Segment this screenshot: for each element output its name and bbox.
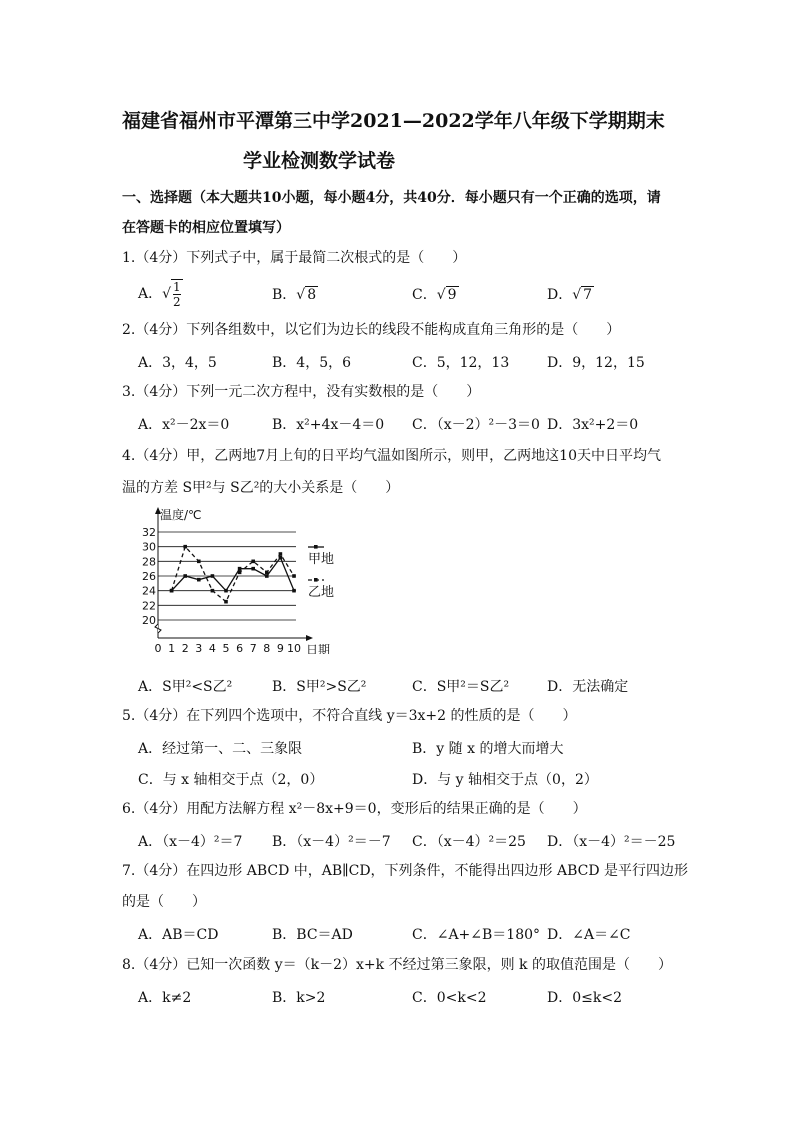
q4-option-b: B．S甲²>S乙² bbox=[272, 679, 367, 695]
q7-option-b: B．BC＝AD bbox=[272, 927, 353, 943]
series-1-point bbox=[197, 578, 201, 582]
x-axis-label: 日期 bbox=[306, 643, 331, 654]
q8-option-a: A．k≠2 bbox=[138, 990, 192, 1006]
question-8-stem: 8.（4分）已知一次函数 y＝（k－2）x+k 不经过第三象限，则 k 的取值范围是（ ） bbox=[122, 957, 672, 973]
q3-option-a: A．x²－2x＝0 bbox=[138, 417, 230, 433]
series-2-point bbox=[224, 600, 228, 604]
q5-option-c: C．与 x 轴相交于点（2，0） bbox=[138, 772, 324, 788]
x-tick-label: 10 bbox=[287, 642, 301, 654]
y-tick-label: 30 bbox=[142, 540, 156, 554]
x-tick-label: 9 bbox=[276, 642, 284, 654]
q3-option-b: B．x²+4x－4＝0 bbox=[272, 417, 385, 433]
question-7-stem-line1: 7.（4分）在四边形 ABCD 中，AB∥CD，下列条件，不能得出四边形 ABCD 是平行四边形 bbox=[122, 863, 689, 879]
q4-option-d: D．无法确定 bbox=[547, 679, 629, 695]
temperature-line-chart bbox=[138, 506, 348, 654]
q7-option-c: C．∠A+∠B＝180° bbox=[412, 927, 541, 943]
question-6-stem: 6.（4分）用配方法解方程 x²－8x+9＝0，变形后的结果正确的是（ ） bbox=[122, 801, 587, 817]
legend-marker-1 bbox=[314, 545, 318, 549]
series-2-point bbox=[197, 560, 201, 564]
section-heading-line1: 一、选择题（本大题共10小题，每小题4分，共40分．每小题只有一个正确的选项，请 bbox=[122, 190, 661, 206]
q2-option-b: B．4，5，6 bbox=[272, 355, 352, 371]
question-7-stem-line2: 的是（ ） bbox=[122, 894, 206, 910]
q5-option-b: B．y 随 x 的增大而增大 bbox=[412, 741, 564, 757]
q6-option-a: A．（x－4）²＝7 bbox=[138, 834, 243, 850]
question-1-stem: 1.（4分）下列式子中，属于最简二次根式的是（ ） bbox=[122, 250, 467, 266]
x-tick-label: 4 bbox=[208, 642, 216, 654]
x-tick-label: 8 bbox=[263, 642, 271, 654]
q4-option-c: C．S甲²＝S乙² bbox=[412, 679, 510, 695]
q6-option-d: D．（x－4）²＝－25 bbox=[547, 834, 676, 850]
series-2-point bbox=[279, 552, 283, 556]
question-4-stem-line1: 4.（4分）甲，乙两地7月上旬的日平均气温如图所示，则甲，乙两地这10天中日平均气 bbox=[122, 448, 661, 464]
y-tick-label: 20 bbox=[142, 614, 156, 627]
q1-option-c: C．√ 9 bbox=[412, 287, 457, 303]
y-axis-label: 温度/℃ bbox=[160, 508, 202, 522]
series-1-point bbox=[265, 574, 269, 578]
q6-option-c: C．（x－4）²＝25 bbox=[412, 834, 526, 850]
exam-title-line2: 学业检测数学试卷 bbox=[243, 150, 396, 172]
y-tick-label: 28 bbox=[142, 555, 156, 569]
question-2-stem: 2.（4分）下列各组数中，以它们为边长的线段不能构成直角三角形的是（ ） bbox=[122, 322, 621, 338]
x-tick-label: 7 bbox=[249, 642, 257, 654]
x-tick-label: 0 bbox=[154, 642, 162, 654]
q1-option-a: A．√ $\frac{1}{2}$ bbox=[138, 280, 181, 309]
q1-option-b: B．√ 8 bbox=[272, 287, 317, 303]
question-4-stem-line2: 温的方差 S甲²与 S乙²的大小关系是（ ） bbox=[122, 480, 400, 496]
q2-option-c: C．5，12，13 bbox=[412, 355, 510, 371]
exam-title-line1: 福建省福州市平潭第三中学2021—2022学年八年级下学期期末 bbox=[122, 110, 665, 132]
x-tick-label: 3 bbox=[195, 642, 203, 654]
question-3-stem: 3.（4分）下列一元二次方程中，没有实数根的是（ ） bbox=[122, 384, 481, 400]
q8-option-d: D．0≤k<2 bbox=[547, 990, 622, 1006]
q8-option-b: B．k>2 bbox=[272, 990, 326, 1006]
q7-option-d: D．∠A＝∠C bbox=[547, 927, 631, 943]
series-2-point bbox=[211, 589, 215, 593]
series-2-point bbox=[251, 560, 255, 564]
question-5-stem: 5.（4分）在下列四个选项中，不符合直线 y＝3x+2 的性质的是（ ） bbox=[122, 708, 577, 724]
q4-option-a: A．S甲²<S乙² bbox=[138, 679, 233, 695]
q2-option-d: D．9，12，15 bbox=[547, 355, 645, 371]
y-tick-label: 22 bbox=[142, 599, 156, 613]
x-tick-label: 6 bbox=[236, 642, 244, 654]
series-1-point bbox=[224, 589, 228, 593]
y-tick-label: 32 bbox=[142, 526, 156, 539]
legend-marker-2 bbox=[314, 578, 318, 582]
q6-option-b: B．（x－4）²＝－7 bbox=[272, 834, 391, 850]
y-tick-label: 26 bbox=[142, 570, 156, 583]
q5-option-d: D．与 y 轴相交于点（0，2） bbox=[412, 772, 598, 788]
series-2-point bbox=[292, 574, 296, 578]
section-heading-line2: 在答题卡的相应位置填写） bbox=[122, 220, 290, 236]
q3-option-c: C．（x－2）²－3＝0 bbox=[412, 417, 540, 433]
legend-label-1: 甲地 bbox=[308, 552, 335, 567]
series-2-point bbox=[170, 589, 174, 593]
series-line-2 bbox=[172, 547, 294, 602]
series-1-point bbox=[183, 574, 187, 578]
series-2-point bbox=[183, 545, 187, 549]
q3-option-d: D．3x²+2＝0 bbox=[547, 417, 639, 433]
y-tick-label: 24 bbox=[142, 584, 156, 598]
series-1-point bbox=[238, 567, 242, 571]
q8-option-c: C．0<k<2 bbox=[412, 990, 487, 1006]
x-tick-label: 2 bbox=[181, 642, 189, 654]
series-1-point bbox=[251, 567, 255, 571]
legend-label-2: 乙地 bbox=[308, 585, 335, 600]
q1-option-d: D．√ 7 bbox=[547, 287, 593, 303]
series-1-point bbox=[211, 574, 215, 578]
x-tick-label: 1 bbox=[168, 642, 176, 654]
q5-option-a: A．经过第一、二、三象限 bbox=[138, 741, 303, 757]
x-axis-arrow bbox=[306, 635, 313, 641]
q7-option-a: A．AB＝CD bbox=[138, 927, 219, 943]
x-tick-label: 5 bbox=[222, 642, 230, 654]
q2-option-a: A．3，4，5 bbox=[138, 355, 217, 371]
series-1-point bbox=[292, 589, 296, 593]
series-2-point bbox=[265, 571, 269, 575]
series-2-point bbox=[238, 571, 242, 575]
